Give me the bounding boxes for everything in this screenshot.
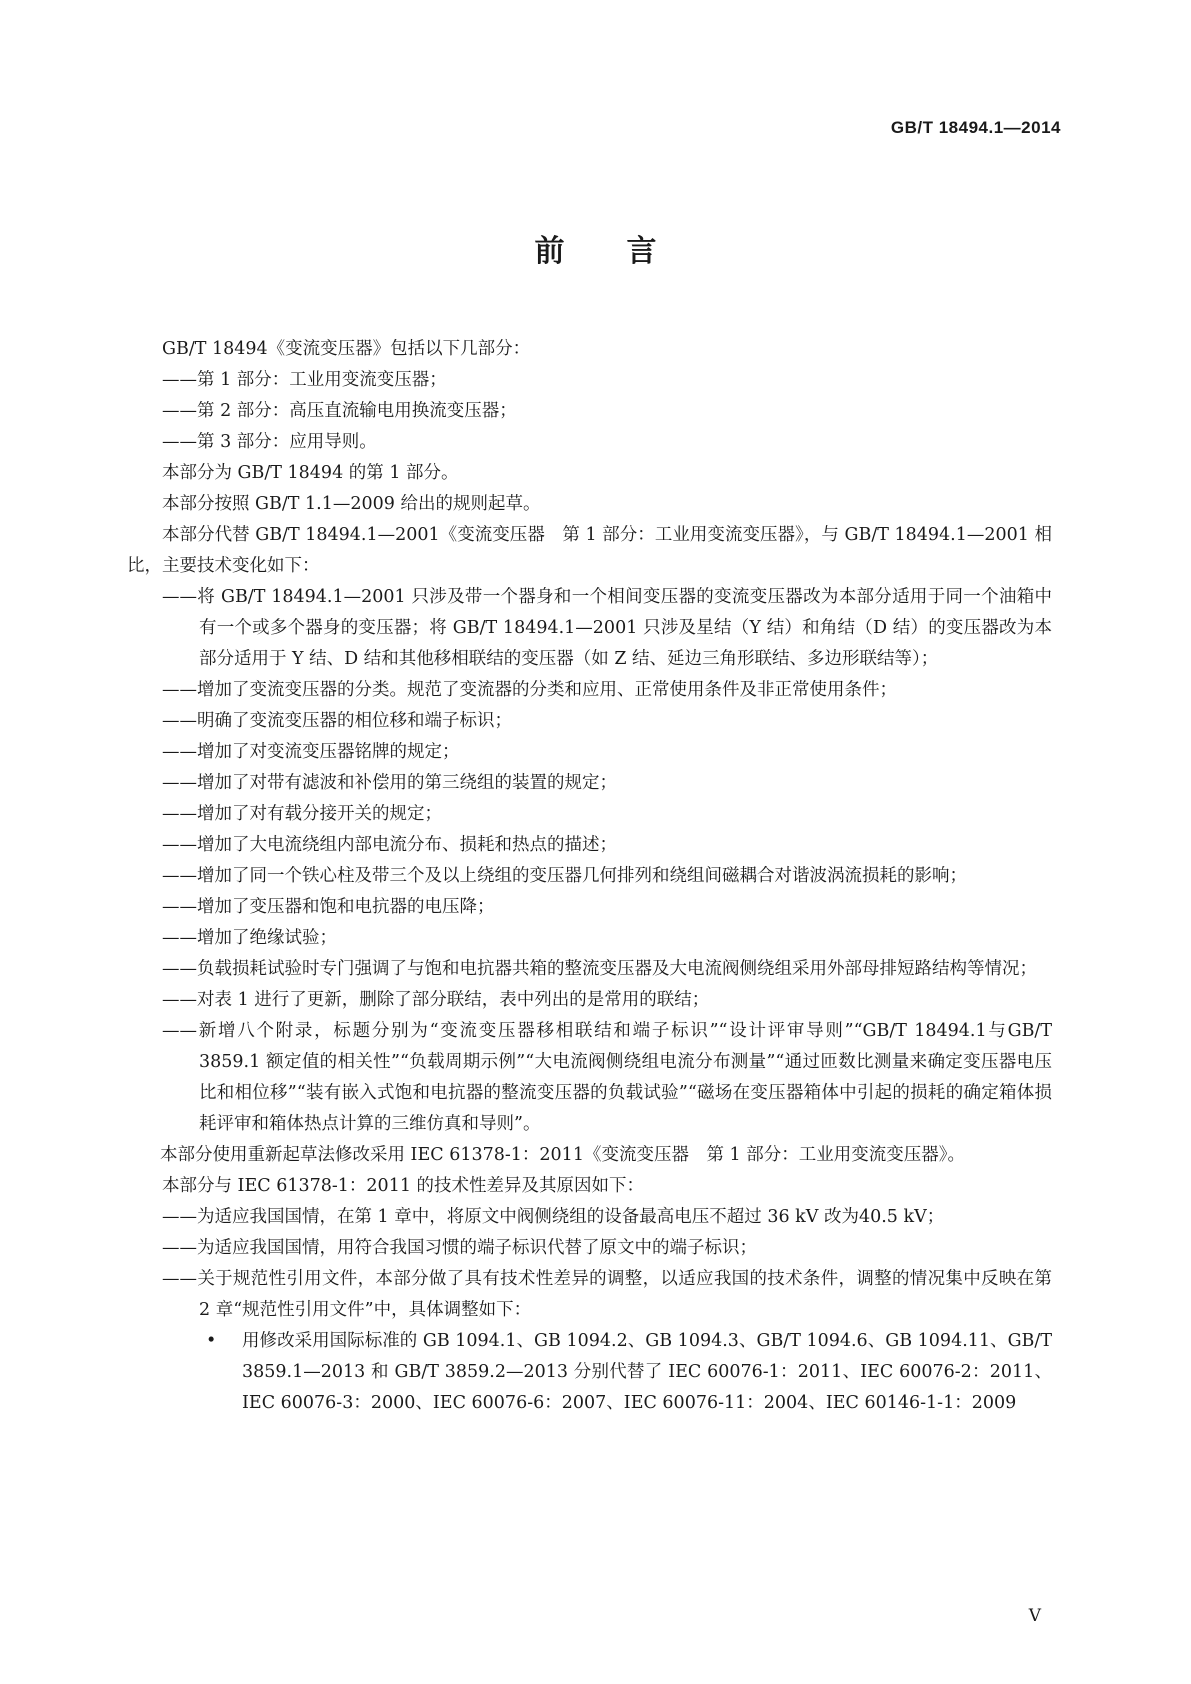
list-item: ——关于规范性引用文件，本部分做了具有技术性差异的调整，以适应我国的技术条件，调整的情况集中反映在第 2 章“规范性引用文件”中，具体调整如下： xyxy=(162,1269,1052,1320)
list-item: ——第 3 部分：应用导则。 xyxy=(162,432,377,452)
foreword-body xyxy=(127,334,1052,1419)
page-number: V xyxy=(1028,1606,1041,1626)
bullet-icon: • xyxy=(206,1331,217,1351)
list-item: ——新增八个附录，标题分别为“变流变压器移相联结和端子标识”“设计评审导则”“GB/T 18494.1与GB/T 3859.1 额定值的相关性”“负载周期示例”“大电流阀侧绕组电流分布测量”“通过匝数比测量来确定变压器电压比和相位移”“装有嵌入式饱和电抗器的整流变压器的负载试验”“磁场在变压器箱体中引起的损耗的确定箱体损耗评审和箱体热点计算的三维仿真和导则”。 xyxy=(162,1021,1052,1134)
list-item: ——增加了绝缘试验； xyxy=(162,928,337,948)
list-item: ——增加了对有载分接开关的规定； xyxy=(162,804,442,824)
list-item: ——增加了变压器和饱和电抗器的电压降； xyxy=(162,897,495,917)
list-item: ——负载损耗试验时专门强调了与饱和电抗器共箱的整流变压器及大电流阀侧绕组采用外部母排短路结构等情况； xyxy=(162,959,1037,979)
title-char-1: 前 xyxy=(534,234,565,269)
list-item: ——增加了对带有滤波和补偿用的第三绕组的装置的规定； xyxy=(162,773,617,793)
list-item: ——为适应我国国情，在第 1 章中，将原文中阀侧绕组的设备最高电压不超过 36 kV 改为40.5 kV； xyxy=(162,1207,945,1227)
list-item: ——明确了变流变压器的相位移和端子标识； xyxy=(162,711,512,731)
list-item: ——第 2 部分：高压直流输电用换流变压器； xyxy=(162,401,517,421)
bullet-text: 用修改采用国际标准的 GB 1094.1、GB 1094.2、GB 1094.3、GB/T 1094.6、GB 1094.11、GB/T 3859.1—2013 和 GB/T 3859.2—2013 分别代替了 IEC 60076-1：2011、IEC 60076-2：2011、IEC 60076-3：2000、IEC 60076-6：2007、IEC 60076-11：2004、IEC 60146-1-1：2009 xyxy=(242,1331,1052,1413)
paragraph: 本部分使用重新起草法修改采用 IEC 61378-1：2011《变流变压器 第 1 部分：工业用变流变压器》。 xyxy=(160,1145,965,1165)
standard-code: GB/T 18494.1—2014 xyxy=(890,118,1061,137)
list-item: ——增加了大电流绕组内部电流分布、损耗和热点的描述； xyxy=(162,835,617,855)
list-item: ——增加了对变流变压器铭牌的规定； xyxy=(162,742,460,762)
list-item: ——第 1 部分：工业用变流变压器； xyxy=(162,370,447,390)
list-item: ——为适应我国国情，用符合我国习惯的端子标识代替了原文中的端子标识； xyxy=(162,1238,757,1258)
bullet-item xyxy=(162,1326,1052,1419)
title-char-2: 言 xyxy=(626,234,657,269)
page-title xyxy=(0,226,1191,270)
paragraph: GB/T 18494《变流变压器》包括以下几部分： xyxy=(162,339,531,359)
list-item: ——将 GB/T 18494.1—2001 只涉及带一个器身和一个相间变压器的变流变压器改为本部分适用于同一个油箱中有一个或多个器身的变压器；将 GB/T 18494.1—2001 只涉及星结（Y 结）和角结（D 结）的变压器改为本部分适用于 Y 结、D 结和其他移相联结的变压器（如 Z 结、延边三角形联结、多边形联结等）； xyxy=(162,587,1052,669)
list-item: ——增加了变流变压器的分类。规范了变流器的分类和应用、正常使用条件及非正常使用条件； xyxy=(162,680,897,700)
paragraph: 本部分与 IEC 61378-1：2011 的技术性差异及其原因如下： xyxy=(162,1176,645,1196)
list-item: ——对表 1 进行了更新，删除了部分联结，表中列出的是常用的联结； xyxy=(162,990,710,1010)
paragraph: 本部分代替 GB/T 18494.1—2001《变流变压器 第 1 部分：工业用变流变压器》，与 GB/T 18494.1—2001 相比，主要技术变化如下： xyxy=(127,525,1052,576)
list-item: ——增加了同一个铁心柱及带三个及以上绕组的变压器几何排列和绕组间磁耦合对谐波涡流损耗的影响； xyxy=(162,866,967,886)
paragraph: 本部分为 GB/T 18494 的第 1 部分。 xyxy=(162,463,459,483)
paragraph: 本部分按照 GB/T 1.1—2009 给出的规则起草。 xyxy=(162,494,541,514)
